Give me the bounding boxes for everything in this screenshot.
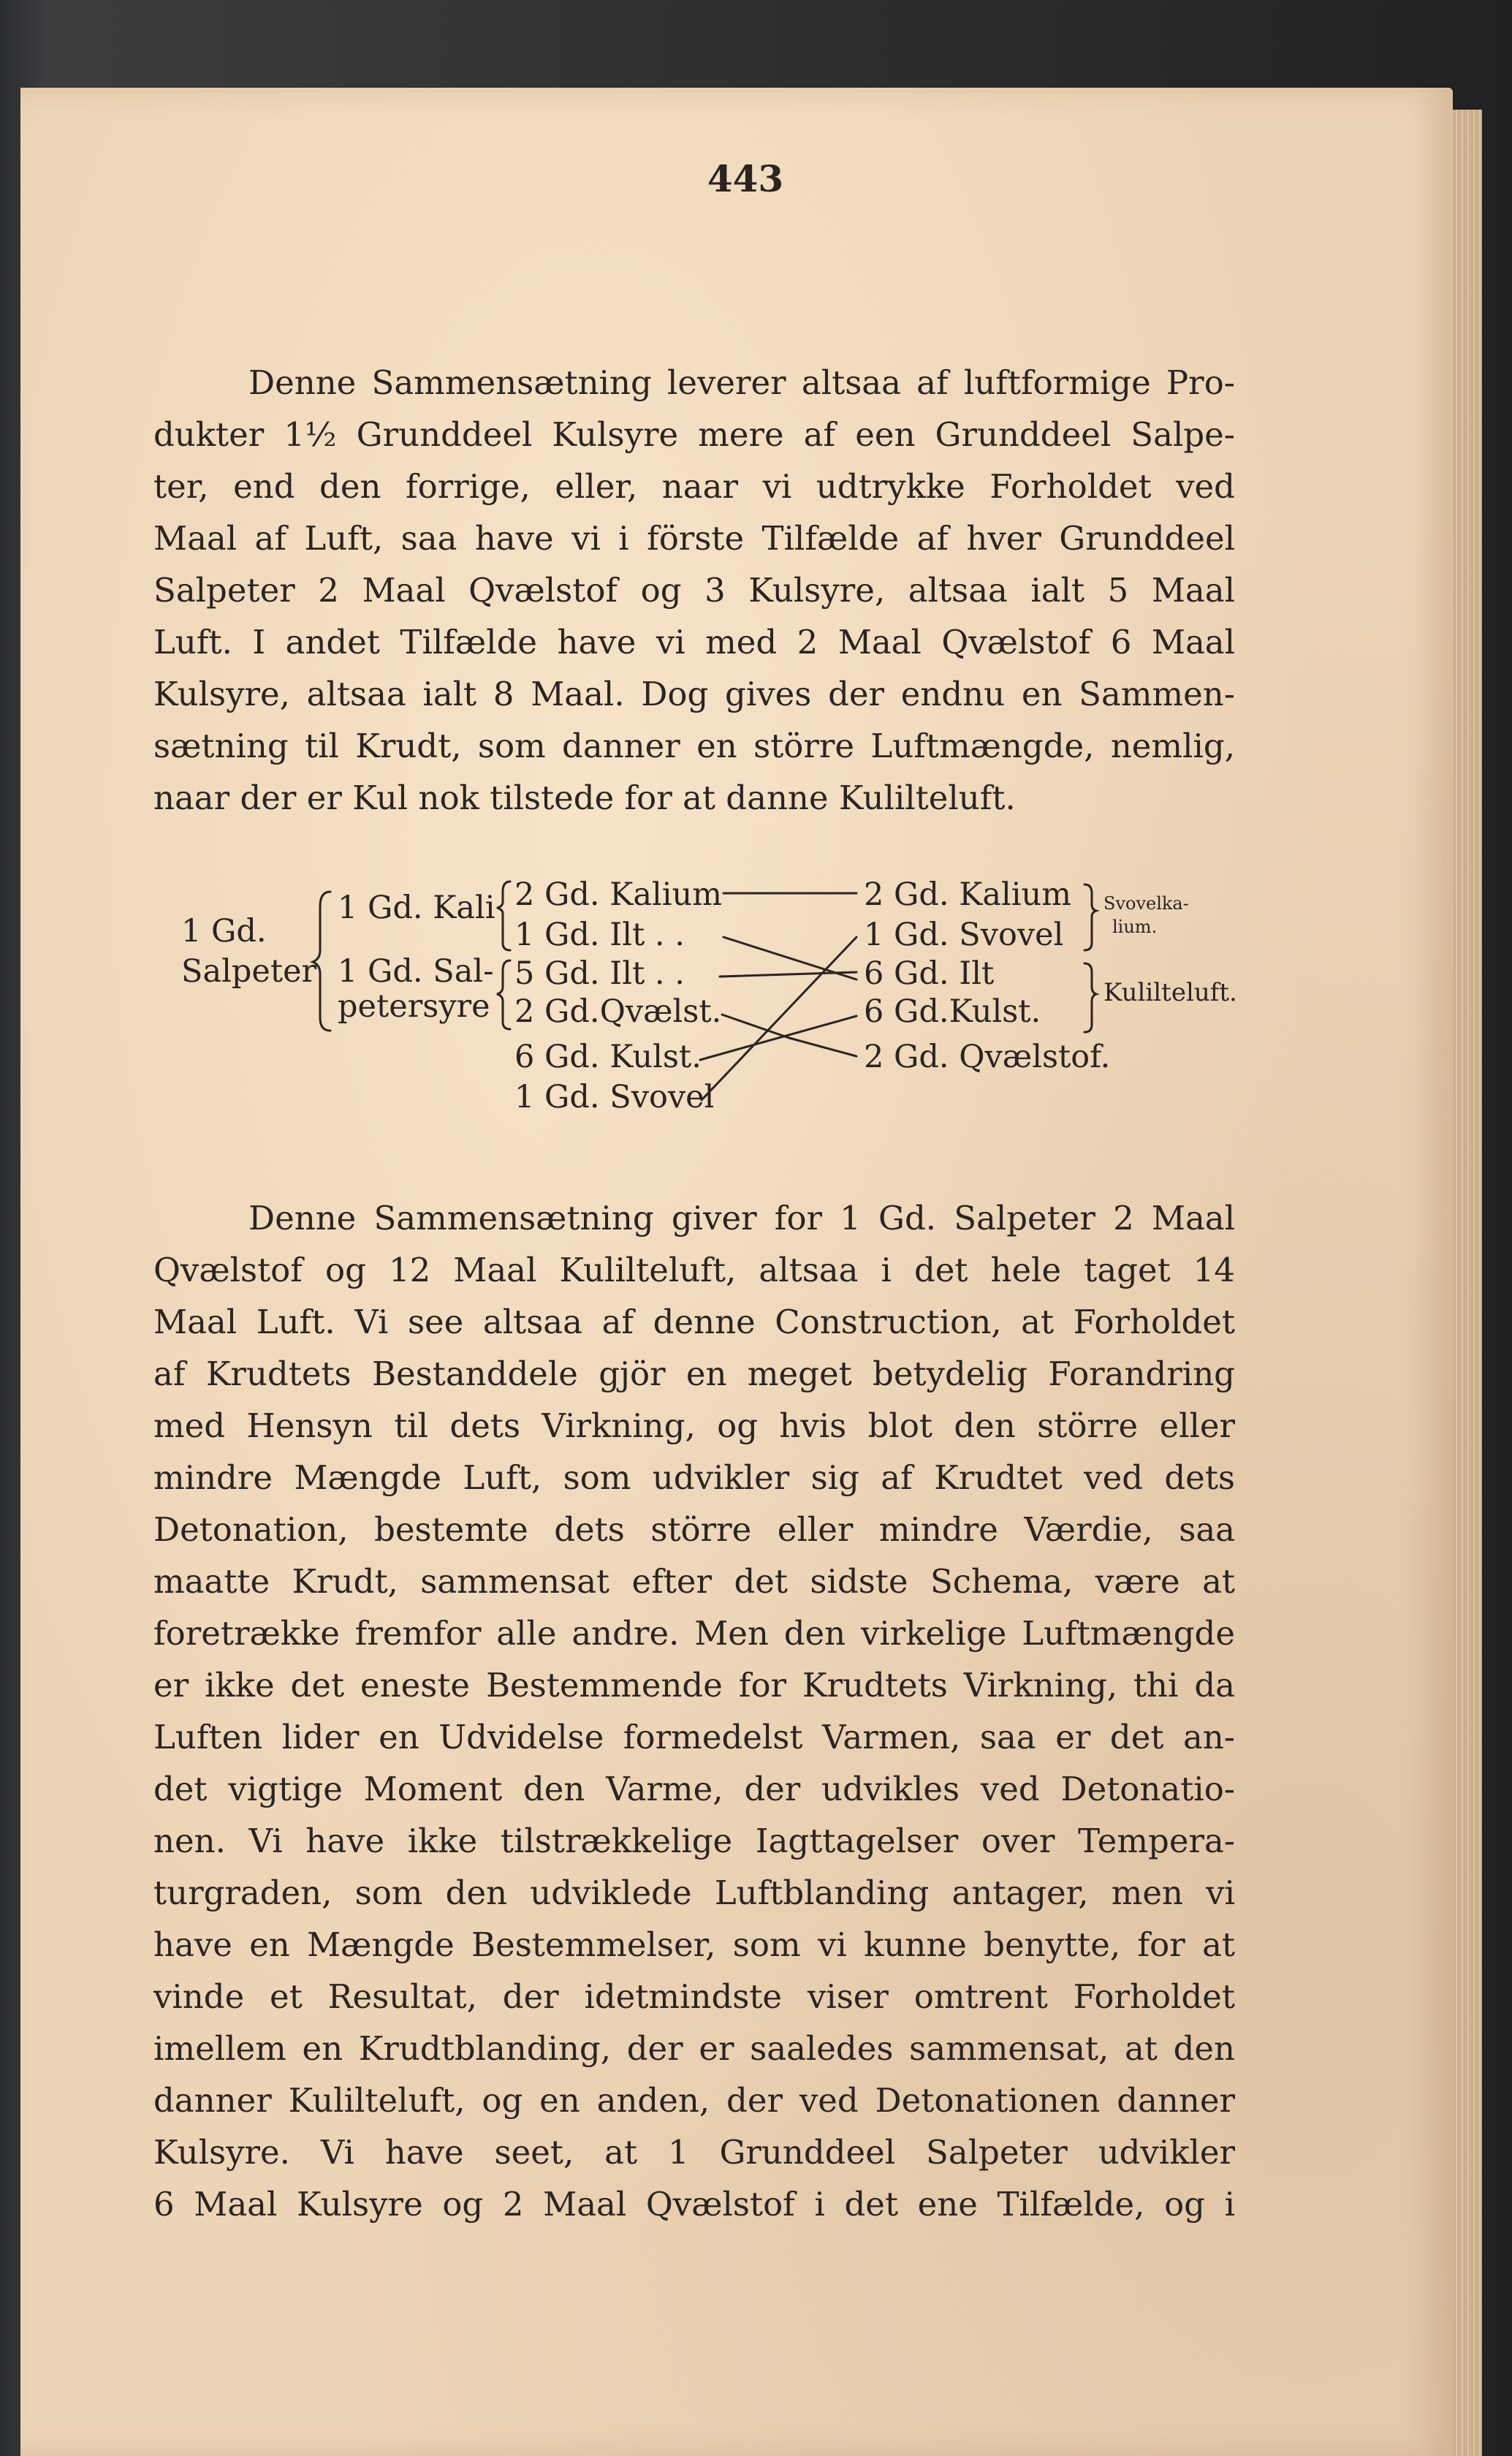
diagram-col1-line: Salpeter [181,953,317,990]
text-line: Maal af Luft, saa have vi i förste Tilfælde af hver Grunddeel [153,519,1235,558]
diagram-col2-line: 1 Gd. Sal- [338,953,494,990]
connector-kulst [700,1016,856,1060]
text-line: det vigtige Moment den Varme, der udvikles ved Detonatio- [153,1770,1235,1808]
diagram-col3-line: 2 Gd. Kalium [514,876,722,913]
text-line: Detonation, bestemte dets större eller mindre Værdie, saa [153,1510,1235,1549]
paragraph-2 [153,1192,1235,2230]
text-line: vinde et Resultat, der idetmindste viser omtrent Forholdet [153,1977,1235,2016]
text-line: sætning til Krudt, som danner en större Luftmængde, nemlig, [153,727,1235,765]
diagram-col4-line: 6 Gd.Kulst. [864,993,1041,1030]
text-line: ter, end den forrige, eller, naar vi udtrykke Forholdet ved [153,467,1235,506]
text-line: Denne Sammensætning giver for 1 Gd. Salpeter 2 Maal [248,1199,1235,1238]
diagram-col3-line: 2 Gd.Qvælst. [514,993,722,1030]
text-line: turgraden, som den udviklede Luftblanding antager, men vi [153,1873,1235,1912]
brace-kulilteluft [1084,963,1096,1032]
text-line: nen. Vi have ikke tilstrækkelige Iagttagelser over Tempera- [153,1822,1235,1860]
connector-ilt-5 [720,972,856,977]
text-line: Kulsyre. Vi have seet, at 1 Grunddeel Salpeter udvikler [153,2133,1235,2172]
text-line: Luften lider en Udvidelse formedelst Varmen, saa er det an- [153,1718,1235,1756]
diagram-col2-line: petersyre [338,988,490,1025]
text-line: dukter 1½ Grunddeel Kulsyre mere af een Grunddeel Salpe- [153,415,1235,454]
text-line: Luft. I andet Tilfælde have vi med 2 Maal Qvælstof 6 Maal [153,623,1235,662]
diagram-col5-line: Svovelka- [1103,893,1189,914]
diagram-col4-line: 6 Gd. Ilt [864,955,995,992]
text-line: Qvælstof og 12 Maal Kulilteluft, altsaa i det hele taget 14 [153,1251,1235,1289]
text-line: af Krudtets Bestanddele gjör en meget betydelig Forandring [153,1354,1235,1393]
text-line: 6 Maal Kulsyre og 2 Maal Qvælstof i det ene Tilfælde, og i [153,2185,1235,2224]
brace-svovelkalium [1084,884,1096,950]
text-line: er ikke det eneste Bestemmende for Krudtets Virkning, thi da [153,1666,1235,1705]
diagram-col2-line: 1 Gd. Kali [338,890,495,926]
text-line: imellem en Krudtblanding, der er saaledes sammensat, at den [153,2029,1235,2068]
text-line: maatte Krudt, sammensat efter det sidste Schema, være at [153,1562,1235,1601]
diagram-col1-line: 1 Gd. [181,913,267,950]
diagram-col4-line: 1 Gd. Svovel [864,917,1064,953]
text-line: mindre Mængde Luft, som udvikler sig af Krudtet ved dets [153,1458,1235,1497]
text-line: danner Kulilteluft, og en anden, der ved Detonationen danner [153,2081,1235,2120]
diagram-col3-line: 6 Gd. Kulst. [514,1039,702,1075]
diagram-connectors [0,0,1512,1170]
text-line: foretrække fremfor alle andre. Men den virkelige Luftmængde [153,1614,1235,1653]
text-line: Maal Luft. Vi see altsaa af denne Construction, at Forholdet [153,1303,1235,1341]
connector-qvaelst-2 [789,1038,856,1056]
reaction-diagram [0,0,1512,1170]
diagram-col4-line: 2 Gd. Qvælstof. [864,1039,1111,1075]
diagram-col3-line: 1 Gd. Ilt . . [514,917,685,953]
text-line: med Hensyn til dets Virkning, og hvis blot den större eller [153,1406,1235,1445]
text-line: Denne Sammensætning leverer altsaa af luftformige Pro- [248,363,1235,402]
text-line: naar der er Kul nok tilstede for at danne Kulilteluft. [153,778,1016,817]
connector-svovel [702,937,856,1100]
page-number: 443 [707,157,784,200]
text-line: Salpeter 2 Maal Qvælstof og 3 Kulsyre, altsaa ialt 5 Maal [153,571,1235,610]
text-line: have en Mængde Bestemmelser, som vi kunne benytte, for at [153,1925,1235,1964]
brace-kali [497,882,510,950]
diagram-col5-line: Kulilteluft. [1103,978,1237,1007]
diagram-col3-line: 5 Gd. Ilt . . [514,955,685,992]
text-line: Kulsyre, altsaa ialt 8 Maal. Dog gives der endnu en Sammen- [153,675,1235,713]
diagram-col3-line: 1 Gd. Svovel [514,1079,715,1115]
diagram-col4-line: 2 Gd. Kalium [864,876,1071,913]
diagram-col5-line: lium. [1112,917,1158,937]
brace-left-outer [313,892,330,1031]
brace-salpetersyre [497,960,510,1029]
